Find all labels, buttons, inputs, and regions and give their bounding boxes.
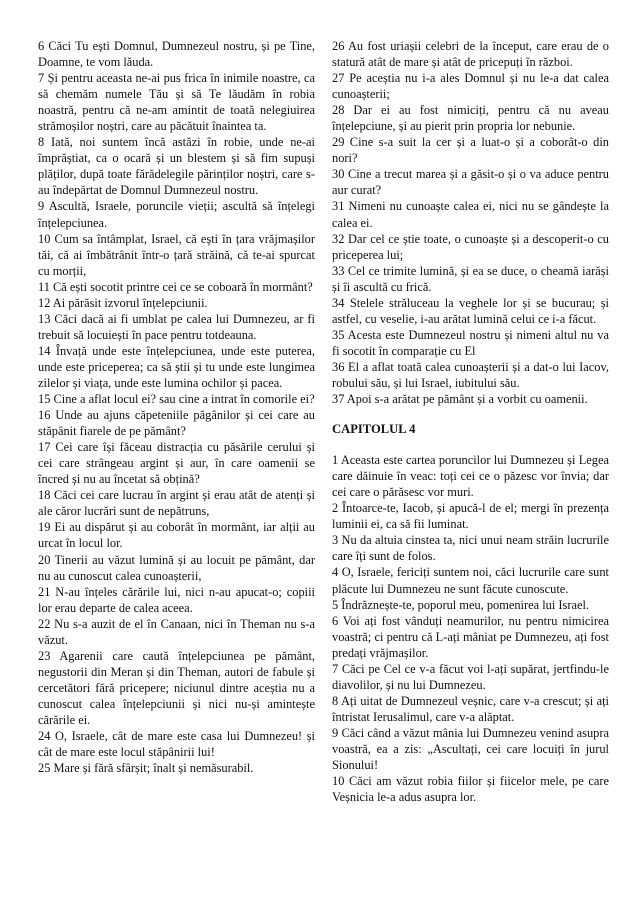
verse: 15 Cine a aflat locul ei? sau cine a intrat în comorile ei? xyxy=(38,392,315,407)
verse: 22 Nu s-a auzit de el în Canaan, nici în Theman nu s-a văzut. xyxy=(38,616,315,647)
chapter-heading: CAPITOLUL 4 xyxy=(332,422,416,437)
verse: 7 Și pentru aceasta ne-ai pus frica în inimile noastre, ca să chemăm numele Tău și să Te lăudăm în robia noastră, pentru că ne-am amintit de toată nelegiuirea strămoșilor noștri, care au păcătuit înaintea ta. xyxy=(38,71,315,134)
verse: 12 Ai părăsit izvorul înțelepciunii. xyxy=(38,295,208,310)
verse: 19 Ei au dispărut și au coborât în mormânt, iar alții au urcat în locul lor. xyxy=(38,520,315,551)
verse: 27 Pe aceștia nu i-a ales Domnul și nu le-a dat calea cunoașterii; xyxy=(332,71,609,102)
verse: 36 El a aflat toată calea cunoașterii și a dat-o lui Iacov, robului său, și lui Israel, iubitului său. xyxy=(332,359,609,390)
verse: 31 Nimeni nu cunoaște calea ei, nici nu se gândește la calea ei. xyxy=(332,199,609,230)
verse: 26 Au fost uriașii celebri de la început, care erau de o statură atât de mare și atât de pricepuți în război. xyxy=(332,39,609,70)
verse: 30 Cine a trecut marea și a găsit-o și o va aduce pentru aur curat? xyxy=(332,167,609,198)
verse: 14 Învață unde este înțelepciunea, unde este puterea, unde este priceperea; ca să știi și tu unde este lungimea zilelor și viața, unde este lumina ochilor și pacea. xyxy=(38,343,315,390)
verse: 20 Tinerii au văzut lumină și au locuit pe pământ, dar nu au cunoscut calea cunoașterii, xyxy=(38,552,315,583)
verse: 16 Unde au ajuns căpeteniile păgânilor și cei care au stăpânit fiarele de pe pământ? xyxy=(38,408,315,439)
verse: 29 Cine s-a suit la cer și a luat-o și a coborât-o din nori? xyxy=(332,135,609,166)
verse: 2 Întoarce-te, Iacob, și apucă-l de el; mergi în prezența luminii ei, ca să fii luminat. xyxy=(332,501,609,532)
verse: 4 O, Israele, fericiți suntem noi, căci lucrurile care sunt plăcute lui Dumnezeu ne sunt făcute cunoscute. xyxy=(332,565,609,596)
verse: 8 Ați uitat de Dumnezeul veșnic, care v-a crescut; și ați întristat Ierusalimul, care v-a alăptat. xyxy=(332,693,609,724)
verse: 5 Îndrăznește-te, poporul meu, pomenirea lui Israel. xyxy=(332,597,590,612)
verse: 8 Iată, noi suntem încă astăzi în robie, unde ne-ai împrăștiat, ca o ocară și un blestem și să fim supuși plăților, după toate fărădelegile părinților noștri, care s-au îndepărtat de Domnul Dumnezeul nostru. xyxy=(38,135,315,198)
verse: 9 Ascultă, Israele, poruncile vieții; ascultă să înțelegi înțelepciunea. xyxy=(38,199,315,230)
verse: 28 Dar ei au fost nimiciți, pentru că nu aveau înțelepciune, și au pierit prin propria lor nebunie. xyxy=(332,103,609,134)
verse: 10 Cum sa întâmplat, Israel, că ești în țara vrăjmașilor tăi, că ai îmbătrânit într-o țară străină, că te-ai spurcat cu morții, xyxy=(38,231,315,278)
verse: 25 Mare și fără sfârșit; înalt și nemăsurabil. xyxy=(38,761,254,776)
verse: 23 Agarenii care caută înțelepciunea pe pământ, negustorii din Meran și din Theman, autori de fabule și cercetători fără pricepere; niciunul dintre aceștia nu a cunoscut calea înțelepciunii și nici nu-și amintește cărările ei. xyxy=(38,648,315,727)
verse: 34 Stelele străluceau la veghele lor și se bucurau; și astfel, cu veselie, i-au arătat lumină celui ce i-a făcut. xyxy=(332,295,609,326)
verse: 1 Aceasta este cartea poruncilor lui Dumnezeu și Legea care dăinuie în veac: toți cei ce o păzesc vor învia; dar cei care o părăsesc vor muri. xyxy=(332,453,609,500)
right-column xyxy=(332,38,609,805)
verse: 11 Că ești socotit printre cei ce se coboară în mormânt? xyxy=(38,279,313,294)
verse: 21 N-au înțeles cărările lui, nici n-au apucat-o; copiii lor erau departe de calea aceea. xyxy=(38,584,315,615)
left-column xyxy=(38,38,315,776)
verse: 6 Căci Tu ești Domnul, Dumnezeul nostru, și pe Tine, Doamne, te vom lăuda. xyxy=(38,39,315,70)
verse: 37 Apoi s-a arătat pe pământ și a vorbit cu oamenii. xyxy=(332,392,588,407)
verse: 33 Cel ce trimite lumină, și ea se duce, o cheamă iarăși și îi ascultă cu frică. xyxy=(332,263,609,294)
verse: 35 Acesta este Dumnezeul nostru și nimeni altul nu va fi socotit în comparație cu El xyxy=(332,327,609,358)
verse: 13 Căci dacă ai fi umblat pe calea lui Dumnezeu, ar fi trebuit să locuiești în pace pentru totdeauna. xyxy=(38,311,315,342)
verse: 17 Cei care își făceau distracția cu păsările cerului și cei care strângeau argint și aur, în care oamenii se încred și nu au încetat să obțină? xyxy=(38,440,315,487)
verse: 7 Căci pe Cel ce v-a făcut voi l-ați supărat, jertfindu-le diavolilor, și nu lui Dumnezeu. xyxy=(332,661,609,692)
verse: 6 Voi ați fost vânduți neamurilor, nu pentru nimicirea voastră; ci pentru că L-ați mâniat pe Dumnezeu, ați fost predați vrăjmașilor. xyxy=(332,613,609,660)
verse: 24 O, Israele, cât de mare este casa lui Dumnezeu! și cât de mare este locul stăpânirii lui! xyxy=(38,729,315,760)
verse: 10 Căci am văzut robia fiilor și fiicelor mele, pe care Veșnicia le-a adus asupra lor. xyxy=(332,774,609,805)
verse: 3 Nu da altuia cinstea ta, nici unui neam străin lucrurile care îți sunt de folos. xyxy=(332,533,609,564)
verse: 18 Căci cei care lucrau în argint și erau atât de atenți și ale căror lucrări sunt de nepătruns, xyxy=(38,488,315,519)
verse: 32 Dar cel ce știe toate, o cunoaște și a descoperit-o cu priceperea lui; xyxy=(332,231,609,262)
verse: 9 Căci când a văzut mânia lui Dumnezeu venind asupra voastră, ea a zis: „Ascultați, cei care locuiți în jurul Sionului! xyxy=(332,725,609,773)
